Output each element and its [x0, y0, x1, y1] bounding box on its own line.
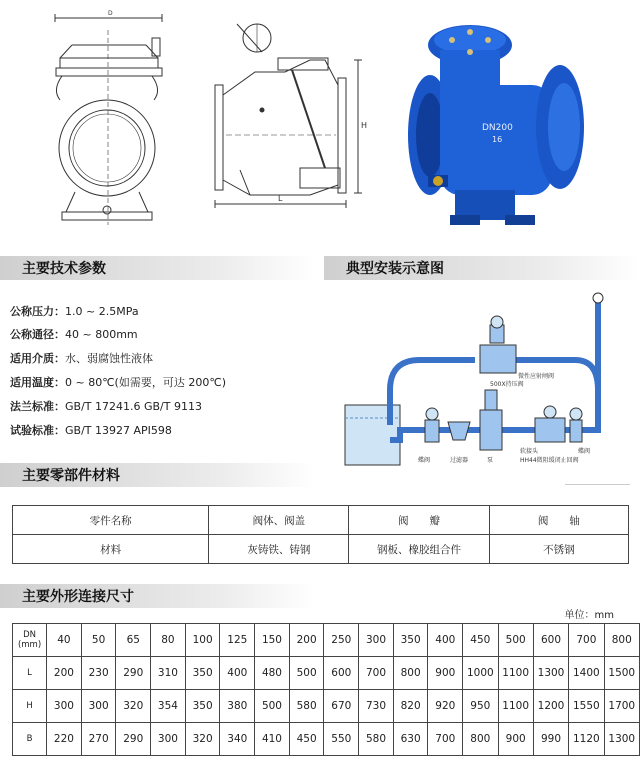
dims-header-row — [13, 624, 640, 657]
dims-dn-cell: 250 — [324, 624, 359, 657]
dims-cell: 920 — [428, 690, 463, 723]
front-view-drawing — [55, 14, 162, 225]
materials-cell: 不锈钢 — [489, 535, 628, 564]
dims-cell: 380 — [220, 690, 255, 723]
materials-header-cell: 阀体、阀盖 — [209, 506, 349, 535]
materials-cell: 灰铸铁、铸钢 — [209, 535, 349, 564]
installation-diagram — [330, 290, 640, 485]
dims-cell: 450 — [289, 723, 324, 756]
valve-marking-pn: 16 — [492, 135, 503, 144]
dims-cell: 500 — [289, 657, 324, 690]
materials-section-title: 主要零部件材料 — [0, 463, 315, 487]
dims-cell: 1100 — [498, 657, 533, 690]
param-row — [10, 353, 153, 364]
materials-row — [13, 535, 629, 564]
param-label: 法兰标准： — [10, 400, 65, 413]
pump — [480, 390, 502, 450]
dims-cell: 220 — [47, 723, 82, 756]
dims-dn-cell: 125 — [220, 624, 255, 657]
dims-cell: 1300 — [604, 723, 639, 756]
param-value: 0 ~ 80℃(如需要，可达 200℃) — [65, 376, 226, 389]
check-valve — [535, 406, 565, 442]
dims-cell: 480 — [255, 657, 290, 690]
dims-dn-cell: 500 — [498, 624, 533, 657]
dims-dn-cell: 80 — [151, 624, 186, 657]
dims-cell: 300 — [81, 690, 116, 723]
dims-cell: 800 — [393, 657, 428, 690]
dims-row — [13, 657, 640, 690]
dims-dn-cell: 200 — [289, 624, 324, 657]
dims-cell: 950 — [463, 690, 498, 723]
materials-header-cell: 阀 轴 — [489, 506, 628, 535]
bypass-valve — [480, 316, 516, 373]
dims-row-label: L — [13, 657, 47, 690]
dims-cell: 1200 — [533, 690, 568, 723]
dims-cell: 300 — [47, 690, 82, 723]
dims-cell: 1550 — [569, 690, 604, 723]
install-label-5: 泵 — [487, 457, 494, 464]
dims-cell: 700 — [359, 657, 394, 690]
dims-cell: 300 — [151, 723, 186, 756]
materials-header-cell: 零件名称 — [13, 506, 209, 535]
valve-drawings — [0, 0, 640, 245]
install-label-8: 蝶阀 — [578, 448, 591, 455]
dims-section-title: 主要外形连接尺寸 — [0, 584, 315, 608]
dims-cell: 1300 — [533, 657, 568, 690]
dims-cell: 350 — [185, 690, 220, 723]
params-section-title: 主要技术参数 — [0, 256, 315, 280]
dims-cell: 700 — [428, 723, 463, 756]
dims-cell: 500 — [255, 690, 290, 723]
install-section-title: 典型安装示意图 — [324, 256, 640, 280]
param-label: 试验标准： — [10, 424, 65, 437]
param-value: 1.0 ~ 2.5MPa — [65, 305, 139, 318]
materials-table — [12, 505, 629, 564]
dims-cell: 820 — [393, 690, 428, 723]
dims-cell: 290 — [116, 723, 151, 756]
dims-row — [13, 723, 640, 756]
install-label-4: 过滤器 — [450, 457, 469, 464]
param-value: GB/T 13927 API598 — [65, 424, 172, 437]
dims-cell: 290 — [116, 657, 151, 690]
dims-dn-cell: 350 — [393, 624, 428, 657]
param-value: 水、弱腐蚀性液体 — [65, 352, 153, 365]
install-label-2: 500X持压阀 — [490, 381, 524, 388]
materials-row-label: 材料 — [13, 535, 209, 564]
param-label: 适用介质： — [10, 352, 65, 365]
dims-cell: 800 — [463, 723, 498, 756]
dims-dn-cell: 300 — [359, 624, 394, 657]
dims-cell: 630 — [393, 723, 428, 756]
dims-cell: 410 — [255, 723, 290, 756]
dims-cell: 1700 — [604, 690, 639, 723]
dims-cell: 310 — [151, 657, 186, 690]
dims-dn-cell: 100 — [185, 624, 220, 657]
dims-dn-cell: 150 — [255, 624, 290, 657]
param-row — [10, 401, 202, 412]
dims-cell: 990 — [533, 723, 568, 756]
materials-cell: 钢板、橡胶组合件 — [349, 535, 489, 564]
dims-cell: 400 — [220, 657, 255, 690]
dim-l-label: L — [278, 194, 283, 203]
dim-h-label: H — [361, 121, 368, 130]
dims-cell: 350 — [185, 657, 220, 690]
dims-cell: 1120 — [569, 723, 604, 756]
butterfly-valve-left — [425, 408, 439, 442]
dims-cell: 270 — [81, 723, 116, 756]
param-label: 公称通径： — [10, 328, 65, 341]
butterfly-valve-right — [570, 408, 582, 442]
dims-cell: 600 — [324, 657, 359, 690]
install-label-6: 软接头 — [520, 448, 539, 455]
install-label-1: 微性应射闸阀 — [518, 373, 555, 380]
valve-marking-dn: DN200 — [482, 123, 513, 133]
dims-dn-cell: 800 — [604, 624, 639, 657]
param-value: 40 ~ 800mm — [65, 328, 138, 341]
dims-cell: 230 — [81, 657, 116, 690]
dims-cell: 1400 — [569, 657, 604, 690]
install-label-3: 蝶阀 — [418, 457, 431, 464]
param-value: GB/T 17241.6 GB/T 9113 — [65, 400, 202, 413]
dims-cell: 200 — [47, 657, 82, 690]
param-row — [10, 329, 138, 340]
dims-row — [13, 690, 640, 723]
dims-dn-cell: 40 — [47, 624, 82, 657]
strainer — [448, 422, 470, 440]
dims-dn-cell: 400 — [428, 624, 463, 657]
dims-cell: 580 — [289, 690, 324, 723]
dims-row-label: B — [13, 723, 47, 756]
side-view-drawing — [215, 24, 362, 208]
dim-d-label: D — [108, 10, 113, 17]
dims-cell: 580 — [359, 723, 394, 756]
dims-dn-cell: 600 — [533, 624, 568, 657]
dims-dn-cell: 50 — [81, 624, 116, 657]
dims-cell: 550 — [324, 723, 359, 756]
dims-dn-cell: 450 — [463, 624, 498, 657]
dims-cell: 1000 — [463, 657, 498, 690]
dims-cell: 340 — [220, 723, 255, 756]
dims-cell: 730 — [359, 690, 394, 723]
install-label-7: HH44微阻缓闭止回阀 — [520, 457, 579, 464]
dims-row-label: H — [13, 690, 47, 723]
param-row — [10, 425, 172, 436]
unit-label: 单位：mm — [564, 610, 614, 621]
dims-cell: 900 — [498, 723, 533, 756]
param-label: 适用温度： — [10, 376, 65, 389]
dims-cell: 354 — [151, 690, 186, 723]
param-row — [10, 377, 226, 388]
dims-cell: 900 — [428, 657, 463, 690]
dims-header-label: DN (mm) — [13, 624, 47, 657]
dimensions-table — [12, 623, 640, 756]
param-row — [10, 306, 139, 317]
dims-cell: 320 — [185, 723, 220, 756]
param-label: 公称压力： — [10, 305, 65, 318]
dims-cell: 1100 — [498, 690, 533, 723]
materials-header-row — [13, 506, 629, 535]
dims-cell: 1500 — [604, 657, 639, 690]
dims-cell: 320 — [116, 690, 151, 723]
dims-cell: 670 — [324, 690, 359, 723]
materials-header-cell: 阀 瓣 — [349, 506, 489, 535]
dims-dn-cell: 700 — [569, 624, 604, 657]
dims-dn-cell: 65 — [116, 624, 151, 657]
